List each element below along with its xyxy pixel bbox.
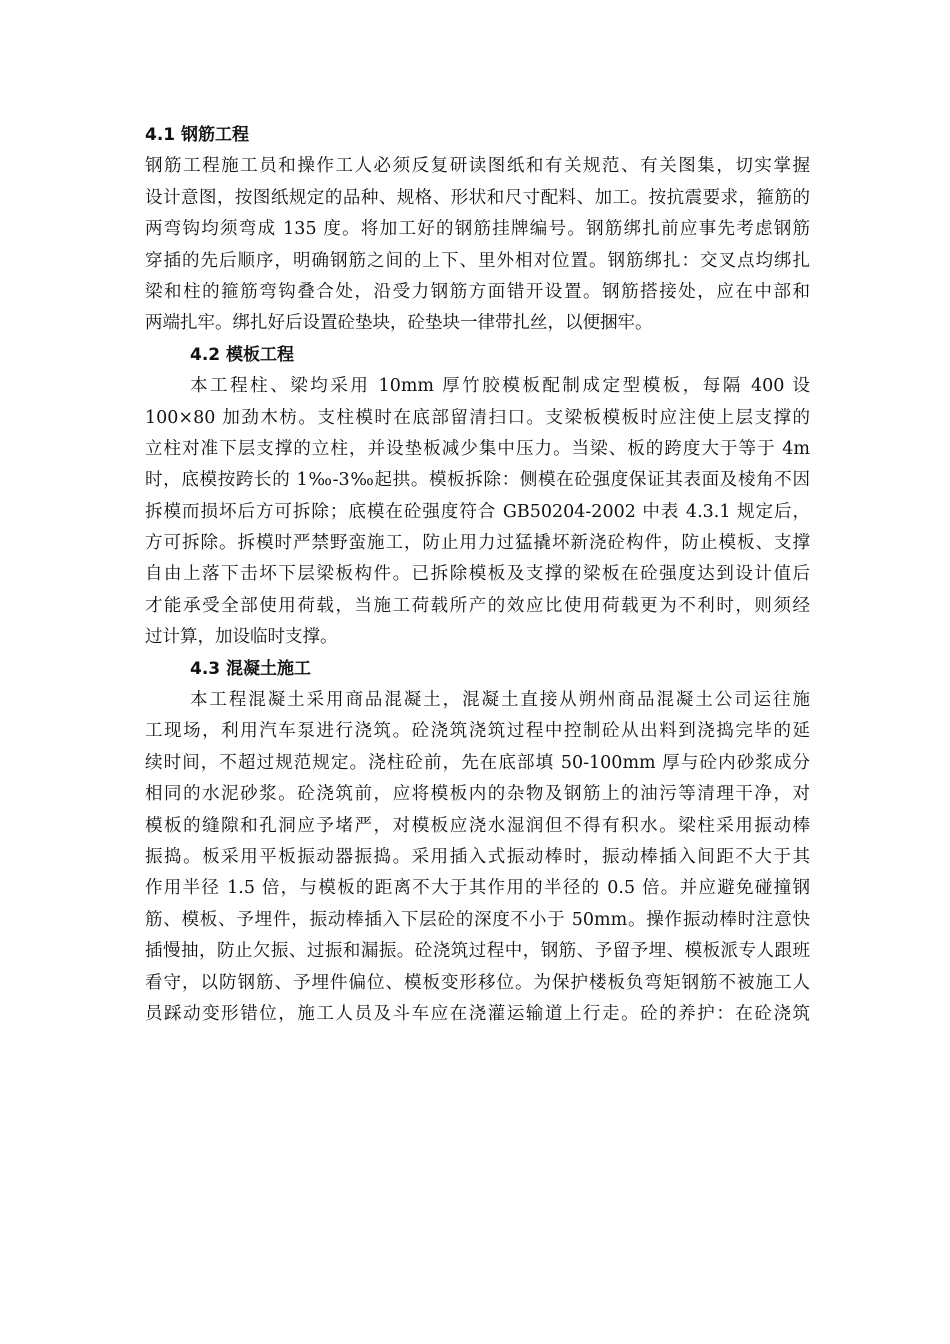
text-line: 时，底模按跨长的 1‰-3‰起拱。模板拆除：侧模在砼强度保证其表面及棱角不因 (145, 470, 810, 491)
paragraph-rebar (145, 151, 810, 339)
paragraph-formwork (145, 371, 810, 654)
text-line: 才能承受全部使用荷载，当施工荷载所产的效应比使用荷载更为不利时，则须经 (145, 595, 810, 616)
text-line: 本工程柱、梁均采用 10mm 厚竹胶模板配制成定型模板，每隔 400 设 (190, 376, 810, 397)
text-line: 模板的缝隙和孔洞应予堵严，对模板应浇水湿润但不得有积水。梁柱采用振动棒 (145, 815, 810, 836)
text-line: 筋、模板、予埋件，振动棒插入下层砼的深度不小于 50mm。操作振动棒时注意快 (145, 909, 810, 930)
text-line: 方可拆除。拆模时严禁野蛮施工，防止用力过猛撬坏新浇砼构件，防止模板、支撑 (145, 533, 810, 554)
text-line: 梁和柱的箍筋弯钩叠合处，沿受力钢筋方面错开设置。钢筋搭接处，应在中部和 (145, 281, 810, 302)
text-line: 100×80 加劲木枋。支柱模时在底部留清扫口。支梁板模板时应注使上层支撑的 (145, 407, 810, 428)
document-body (145, 120, 810, 1030)
text-line: 工现场，利用汽车泵进行浇筑。砼浇筑浇筑过程中控制砼从出料到浇捣完毕的延 (145, 721, 810, 742)
paragraph-concrete (145, 685, 810, 1030)
text-line: 自由上落下击坏下层梁板构件。已拆除模板及支撑的梁板在砼强度达到设计值后 (145, 564, 810, 585)
text-line: 两弯钩均须弯成 135 度。将加工好的钢筋挂牌编号。钢筋绑扎前应事先考虑钢筋 (145, 219, 810, 240)
text-line: 穿插的先后顺序，明确钢筋之间的上下、里外相对位置。钢筋绑扎：交叉点均绑扎 (145, 250, 810, 271)
section-heading-4-1: 4.1 钢筋工程 (145, 125, 250, 145)
text-line: 续时间，不超过规范规定。浇柱砼前，先在底部填 50-100mm 厚与砼内砂浆成分 (145, 752, 810, 773)
text-line: 过计算，加设临时支撑。 (145, 627, 338, 648)
text-line: 本工程混凝土采用商品混凝土，混凝土直接从朔州商品混凝土公司运往施 (190, 690, 810, 711)
section-heading-4-3: 4.3 混凝土施工 (190, 658, 312, 679)
text-line: 看守，以防钢筋、予埋件偏位、模板变形移位。为保护楼板负弯矩钢筋不被施工人 (145, 972, 810, 993)
text-line: 拆模而损坏后方可拆除；底模在砼强度符合 GB50204-2002 中表 4.3.1 规定后， (145, 501, 810, 522)
text-line: 两端扎牢。绑扎好后设置砼垫块，砼垫块一律带扎丝，以便捆牢。 (145, 313, 653, 334)
section-heading-4-2: 4.2 模板工程 (190, 344, 295, 365)
text-line: 作用半径 1.5 倍，与模板的距离不大于其作用的半径的 0.5 倍。并应避免碰撞钢 (145, 878, 810, 899)
text-line: 相同的水泥砂浆。砼浇筑前，应将模板内的杂物及钢筋上的油污等清理干净，对 (145, 784, 810, 805)
text-line: 钢筋工程施工员和操作工人必须反复研读图纸和有关规范、有关图集，切实掌握 (145, 156, 810, 177)
text-line: 立柱对准下层支撑的立柱，并设垫板减少集中压力。当梁、板的跨度大于等于 4m (145, 438, 810, 459)
text-line: 员踩动变形错位，施工人员及斗车应在浇灌运输道上行走。砼的养护：在砼浇筑 (145, 1003, 810, 1024)
text-line: 振捣。板采用平板振动器振捣。采用插入式振动棒时，振动棒插入间距不大于其 (145, 846, 810, 867)
text-line: 设计意图，按图纸规定的品种、规格、形状和尺寸配料、加工。按抗震要求，箍筋的 (145, 187, 810, 208)
text-line: 插慢抽，防止欠振、过振和漏振。砼浇筑过程中，钢筋、予留予埋、模板派专人跟班 (145, 941, 810, 962)
